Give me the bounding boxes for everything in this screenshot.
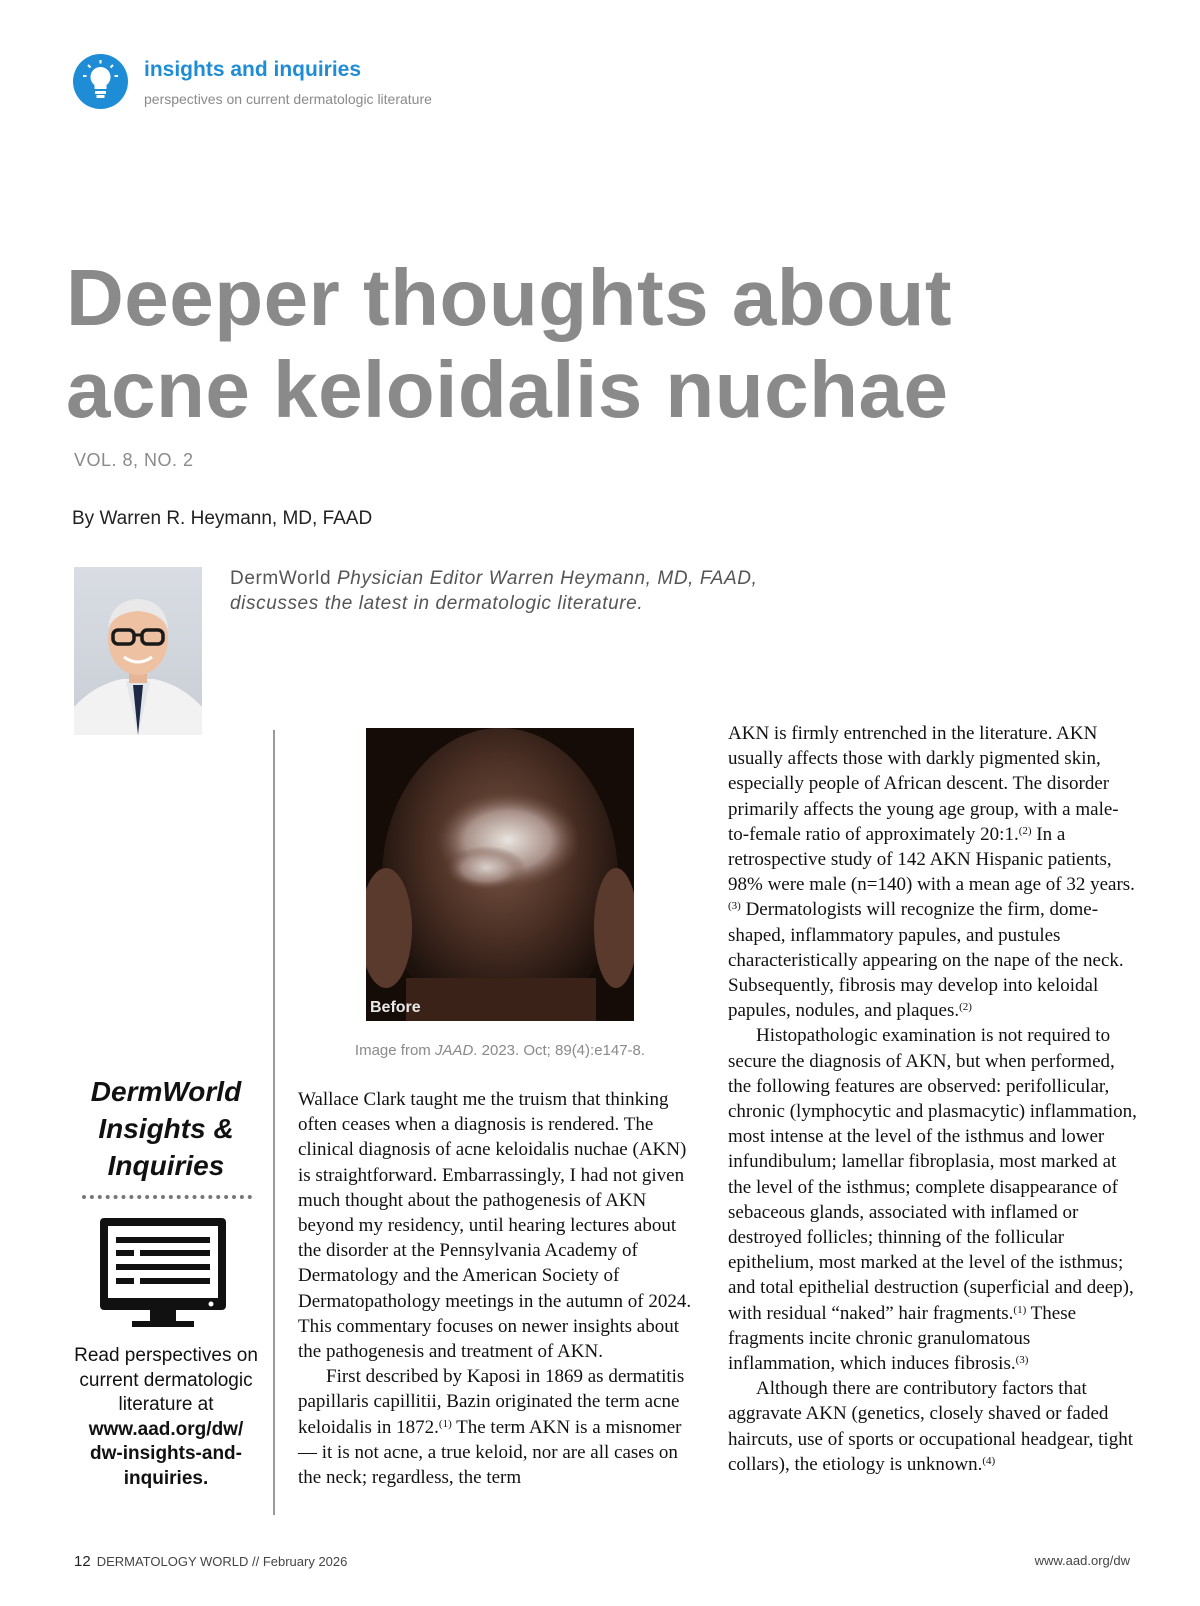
- sidebar-title: DermWorld Insights & Inquiries: [90, 1076, 242, 1181]
- article-title: Deeper thoughts about acne keloidalis nuchae: [66, 253, 953, 434]
- footer-left: [74, 1553, 347, 1570]
- body-column-1: [298, 1087, 700, 1490]
- before-label: Before: [370, 999, 421, 1016]
- sidebar-text: [70, 1344, 262, 1491]
- lightbulb-icon: [73, 54, 128, 109]
- reference-marker: (2): [959, 1001, 972, 1014]
- reference-marker: (4): [982, 1454, 996, 1467]
- caption-suffix: . 2023. Oct; 89(4):e147-8.: [473, 1042, 646, 1059]
- column-divider: [273, 730, 275, 1515]
- paragraph-2-text-c: In a retrospective study of 142 AKN Hispanic patients, 98% were male (n=140) with a mean age of 32 years.: [728, 823, 1135, 896]
- paragraph-4: [728, 1376, 1138, 1477]
- reference-marker: (3): [1015, 1354, 1029, 1367]
- reference-marker: (1): [438, 1417, 452, 1430]
- volume-number: VOL. 8, NO. 2: [74, 450, 194, 470]
- caption-journal: JAAD: [434, 1042, 474, 1059]
- paragraph-2-continued: AKN is firmly entrenched in the literature. AKN usually affects those with darkly pigmented skin, especially people of African descent. The disorder primarily affects the young age group, with a male-to-female ratio of approximately 20:1.$^{(2)}$ In a retrospective study of 142 AKN Hispanic patients, 98% were male (n=140) with a mean age of 32 years.$^{(3)}$ Dermatologists will recognize the firm, dome-shaped, inflammatory papules, and pustules characteristically appearing on the nape of the neck. Subsequently, fibrosis may develop into keloidal papules, nodules, and plaques.$^{(2)}$: [728, 723, 1135, 1022]
- sidebar-link[interactable]: www.aad.org/dw/ dw-insights-and-inquiries.: [88, 1418, 244, 1489]
- byline: By Warren R. Heymann, MD, FAAD: [72, 508, 373, 529]
- paragraph-2-start: First described by Kaposi in 1869 as dermatitis papillaris capillitii, Bazin originated the term acne keloidalis in 1872.$^{(1)}$ The term AKN is a misnomer — it is not acne, a true keloid, nor are all cases on the neck; regardless, the term: [298, 1366, 685, 1489]
- clinical-photo: [366, 728, 634, 1021]
- reference-marker: (1): [1013, 1303, 1027, 1316]
- publication-name: DERMATOLOGY WORLD // February 2026: [96, 1554, 348, 1569]
- reference-marker: (2): [1018, 824, 1032, 837]
- footer-url[interactable]: www.aad.org/dw: [1034, 1553, 1130, 1568]
- paragraph-3-text-a: Histopathologic examination is not required to secure the diagnosis of AKN, but when performed, the following features are observed: perifollicular, chronic (lymphocytic and plasmacytic) inflammation, most intense at the level of the isthmus and lower infundibulum; lamellar fibroplasia, most marked at the level of the isthmus; complete disappearance of sebaceous glands, associated with inflamed or destroyed follicles; thinning of the follicular epithelium, most marked at the level of the isthmus; and total epithelial destruction (superficial and deep), with residual “naked” hair fragments.: [728, 1025, 1137, 1324]
- intro-dermworld: DermWorld: [230, 568, 332, 589]
- paragraph-4-text: Although there are contributory factors that aggravate AKN (genetics, closely shaved or faded haircuts, use of sports or occupational headgear, tight collars), the etiology is unknown.: [728, 1378, 1133, 1475]
- author-photo: [74, 567, 202, 735]
- intro-text: [230, 566, 830, 616]
- reference-marker: (3): [728, 900, 741, 913]
- paragraph-3: [728, 1023, 1138, 1376]
- sidebar-description: Read perspectives on current dermatologic literature at: [74, 1345, 258, 1415]
- paragraph-2-text: First described by Kaposi in 1869 as dermatitis papillaris capillitii, Bazin originated the term acne keloidalis in 1872.: [298, 1366, 685, 1438]
- intro-rest: Physician Editor Warren Heymann, MD, FAAD, discusses the latest in dermatologic literature.: [230, 568, 758, 614]
- section-title: insights and inquiries: [144, 58, 362, 81]
- page-number: 12: [74, 1553, 91, 1570]
- paragraph-2-text-d: Dermatologists will recognize the firm, dome-shaped, inflammatory papules, and pustules characteristically appearing on the nape of the neck. Subsequently, fibrosis may develop into keloidal papules, nodules, and plaques.: [728, 899, 1124, 1022]
- section-subtitle: perspectives on current dermatologic literature: [144, 91, 432, 107]
- paragraph-1: Wallace Clark taught me the truism that thinking often ceases when a diagnosis is rendered. The clinical diagnosis of acne keloidalis nuchae (AKN) is straightforward. Embarrassingly, I had not given much thought about the pathogenesis of AKN beyond my residency, until hearing lectures about the disorder at the Pennsylvania Academy of Dermatology and the American Society of Dermatopathology meetings in the autumn of 2024. This commentary focuses on newer insights about the pathogenesis and treatment of AKN.: [298, 1089, 692, 1363]
- body-column-2: [728, 721, 1138, 1477]
- image-caption: [270, 1042, 730, 1059]
- caption-prefix: Image from: [354, 1042, 435, 1059]
- dotted-divider: [82, 1195, 252, 1199]
- computer-monitor-icon: [96, 1214, 236, 1332]
- paragraph-3-text-b: These fragments incite chronic granulomatous inflammation, which induces fibrosis.: [728, 1302, 1077, 1375]
